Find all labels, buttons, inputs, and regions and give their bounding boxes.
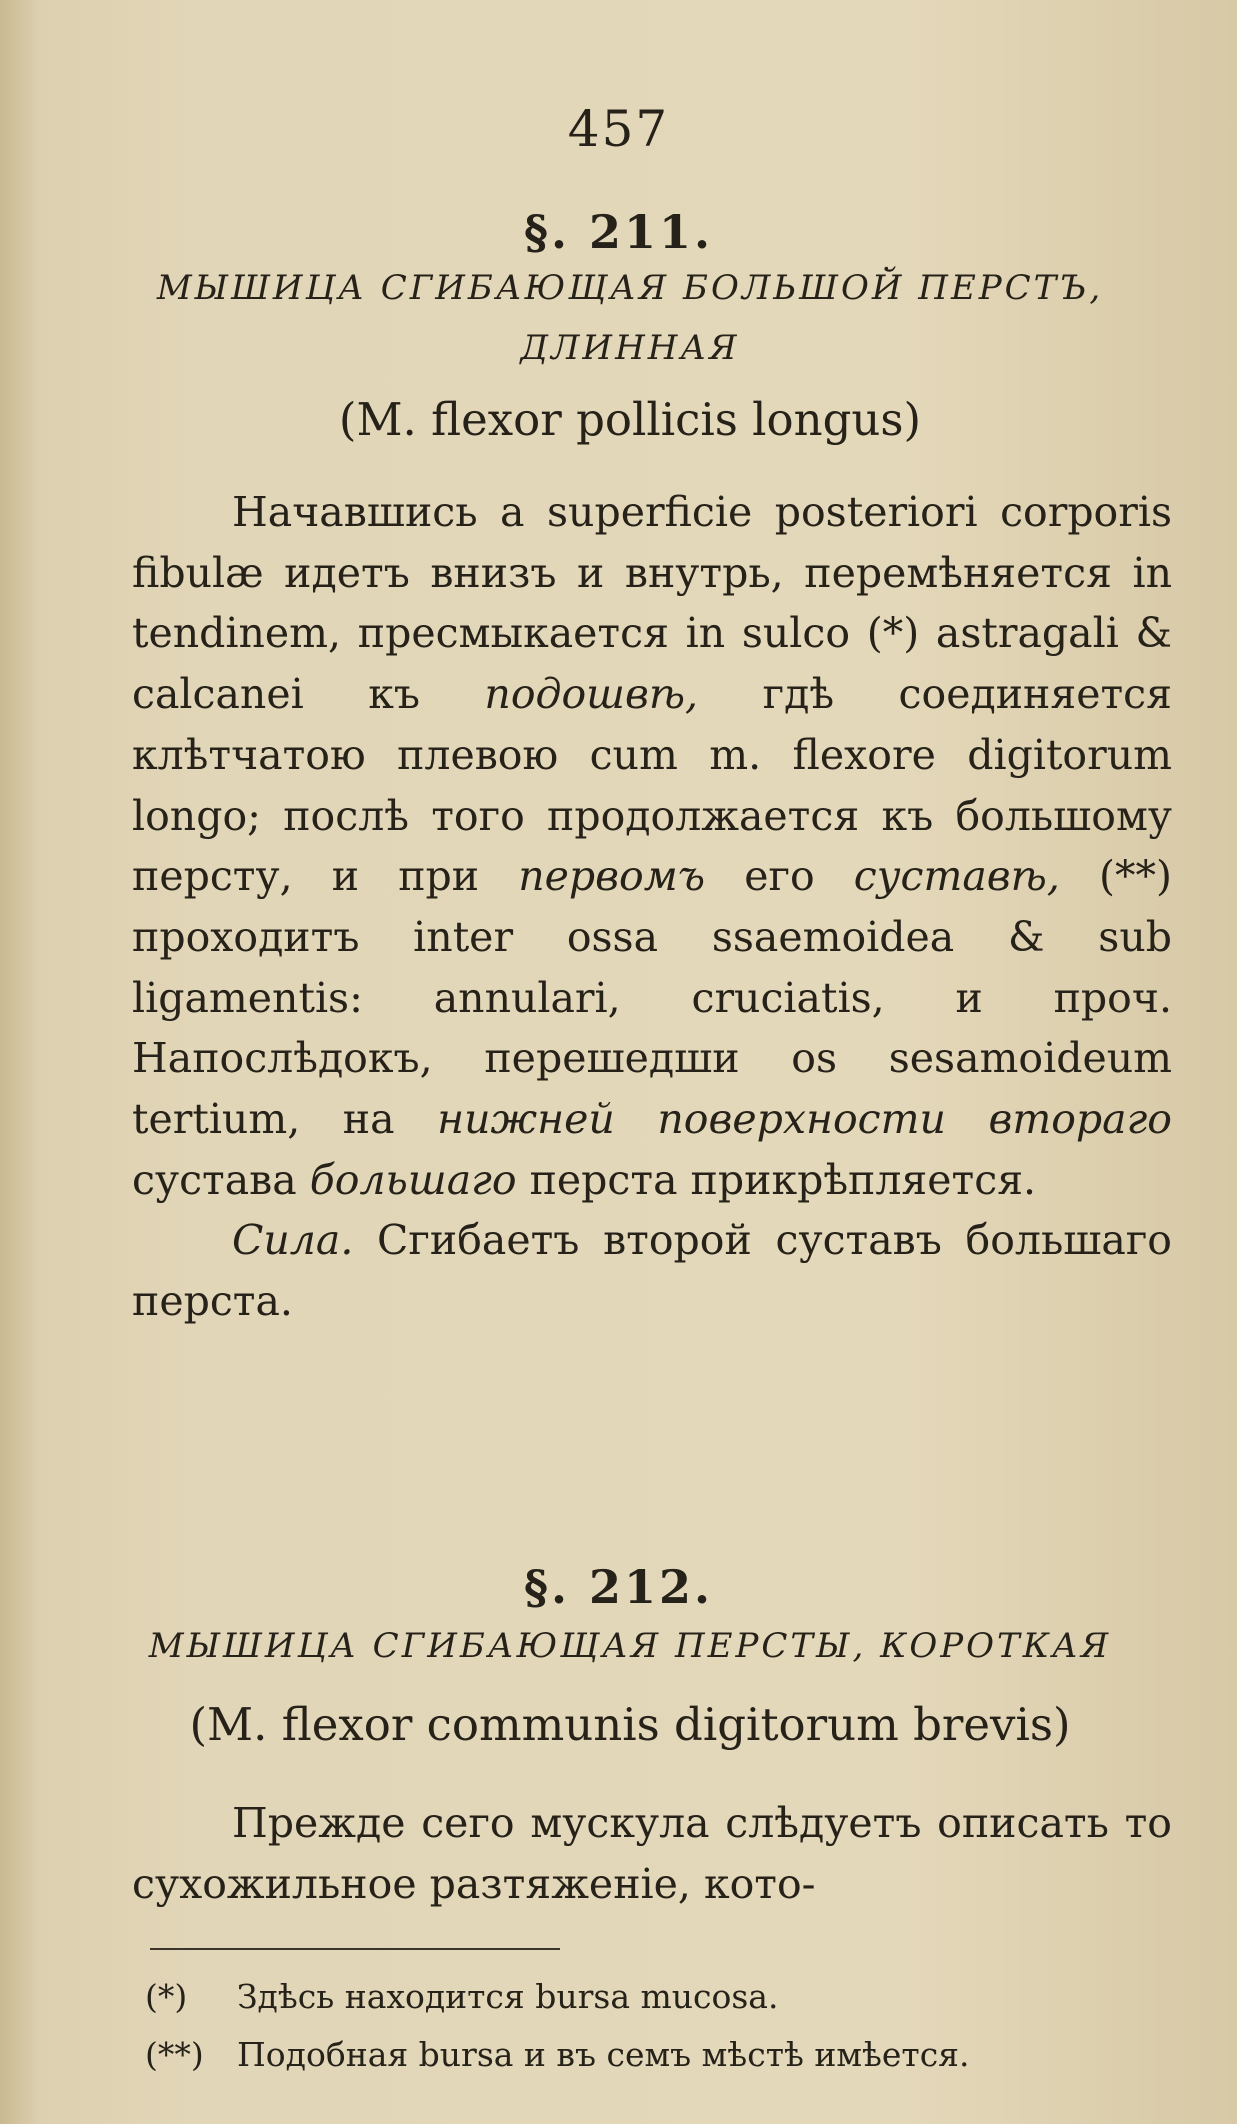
- sila-paragraph: [132, 1210, 1172, 1331]
- footnote: [145, 2026, 1195, 2084]
- text-run: перста прикрѣпляется.: [516, 1155, 1037, 1204]
- paragraph: [132, 482, 1172, 1210]
- section-body: [132, 482, 1172, 1332]
- sila-label: Сила.: [232, 1216, 354, 1265]
- section-title-line: ДЛИННАЯ: [520, 328, 740, 368]
- sila-text: Сгибаетъ второй суставъ большаго перста.: [132, 1216, 1172, 1326]
- section-number: §. 211.: [523, 205, 714, 259]
- page-number: 457: [567, 100, 670, 158]
- italic-run: нижней поверхности втораго: [437, 1095, 1172, 1144]
- paragraph: [132, 1793, 1172, 1914]
- text-run: Начавшись a superficie posteriori corporis fibulæ идетъ внизъ и внутрь, перемѣняется in tendinem, пресмыкается in sulco (*) astragali & calcanei къ: [132, 488, 1172, 719]
- footnote-text: Здѣсь находится bursa mucosa.: [237, 1977, 779, 2016]
- latin-muscle-name: (M. flexor communis digitorum brevis): [189, 1698, 1071, 1751]
- text-run: сустава: [132, 1155, 310, 1204]
- footnote-rule: [150, 1948, 560, 1950]
- section-title: [130, 1616, 1130, 1676]
- footnote-mark: (*): [145, 1977, 188, 2016]
- footnote-mark: (**): [145, 2035, 204, 2074]
- section-title: [130, 258, 1130, 378]
- section-number: §. 212.: [523, 1560, 714, 1614]
- section-title-line: МЫШИЦА СГИБАЮЩАЯ БОЛЬШОЙ ПЕРСТЪ,: [156, 268, 1104, 308]
- footnote: [145, 1968, 1195, 2026]
- footnotes: [145, 1968, 1195, 2084]
- text-run: Прежде сего мускула слѣдуетъ описать то сухожильное разтяженіе, кото-: [132, 1799, 1172, 1908]
- italic-run: большаго: [309, 1155, 517, 1204]
- italic-run: суставѣ,: [853, 852, 1060, 901]
- text-run: его: [705, 852, 854, 901]
- text-run: (**) проходитъ inter ossa ssaemoidea & sub ligamentis: annulari, cruciatis, и проч. Напослѣдокъ, перешедши os sesamoideum tertium, на: [132, 852, 1172, 1144]
- footnote-text: Подобная bursa и въ семъ мѣстѣ имѣется.: [237, 2035, 970, 2074]
- italic-run: первомъ: [518, 852, 706, 901]
- latin-muscle-name: (M. flexor pollicis longus): [338, 393, 922, 446]
- section-body: [132, 1793, 1172, 1914]
- italic-run: подошвѣ,: [484, 670, 699, 719]
- section-title-line: МЫШИЦА СГИБАЮЩАЯ ПЕРСТЫ, КОРОТКАЯ: [148, 1626, 1112, 1666]
- text-run: гдѣ соединяется клѣтчатою плевою cum m. flexore digitorum longo; послѣ того продолжается къ большому персту, и при: [132, 670, 1172, 901]
